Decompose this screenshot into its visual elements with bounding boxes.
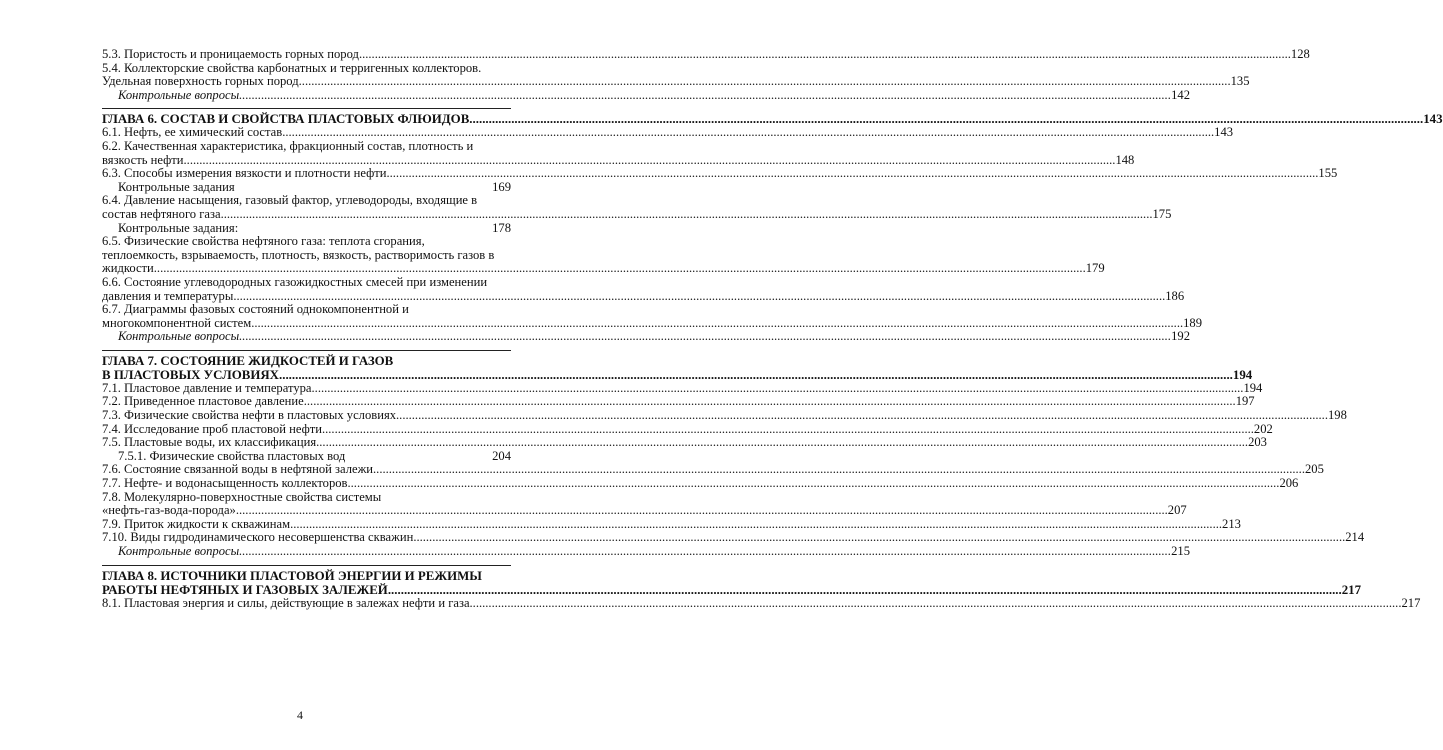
toc-entry-title: ГЛАВА 6. СОСТАВ И СВОЙСТВА ПЛАСТОВЫХ ФЛЮИДОВ [102, 112, 470, 127]
toc-chapter-heading [102, 565, 1362, 597]
dot-leader [239, 545, 1171, 559]
dot-leader [469, 112, 1423, 126]
toc-page-number: 192 [1171, 329, 1190, 344]
toc-entry-title: «нефть-газ-вода-порода» [102, 503, 236, 518]
toc-entry [102, 489, 1187, 518]
toc-entry-title: 5.3. Пористость и проницаемость горных пород [102, 47, 359, 61]
toc-entry-title: состав нефтяного газа [102, 206, 221, 221]
dot-leader [348, 477, 1280, 491]
dot-leader [282, 126, 1214, 140]
dot-leader [221, 208, 1153, 222]
toc-page-number: 204 [492, 448, 511, 463]
toc-page-number: 206 [1279, 476, 1299, 491]
dot-leader [388, 583, 1342, 597]
toc-entry [102, 166, 1338, 181]
toc-entry [102, 302, 1203, 330]
toc-entry-review-questions [102, 87, 1190, 103]
toc-page-number: 178 [492, 220, 511, 235]
toc-page-number: 142 [1171, 87, 1190, 102]
toc-entry [102, 138, 1135, 167]
toc-page-number: 179 [1085, 261, 1105, 276]
toc-entry [102, 530, 1365, 545]
dot-leader [239, 330, 1171, 344]
toc-entry-title: Контрольные вопросы [118, 329, 240, 344]
toc-page-number: 135 [1230, 74, 1250, 89]
toc-page-number: 198 [1327, 408, 1347, 423]
dot-leader [233, 290, 1165, 304]
dot-leader [279, 368, 1233, 382]
dot-leader [316, 436, 1248, 450]
toc-entry-title: 7.4. Исследование проб пластовой нефти [102, 421, 322, 436]
toc-page-number: 197 [1235, 394, 1255, 409]
toc-entry [102, 394, 1255, 409]
dot-leader [359, 48, 1291, 62]
dot-leader [373, 463, 1305, 477]
toc-chapter-heading [102, 108, 1443, 127]
dot-leader [413, 531, 1345, 545]
toc-entry-title: 6.3. Способы измерения вязкости и плотности нефти [102, 166, 387, 181]
toc-entry-title: 6.1. Нефть, ее химический состав [102, 125, 283, 140]
toc-page-number: 202 [1253, 421, 1273, 436]
dot-leader [299, 75, 1231, 89]
toc-entry-title: В ПЛАСТОВЫХ УСЛОВИЯХ [102, 367, 279, 382]
toc-page-number: 215 [1171, 544, 1190, 558]
dot-leader [396, 409, 1328, 423]
dot-leader [386, 167, 1318, 181]
toc-entry-title: 7.6. Состояние связанной воды в нефтяной залежи [102, 462, 374, 477]
toc-entry-title: Контрольные вопросы [118, 544, 240, 558]
dot-leader [251, 317, 1183, 331]
toc-entry-title: 8.1. Пластовая энергия и силы, действующие в залежах нефти и газа [102, 595, 470, 610]
toc-page-number: 148 [1115, 152, 1135, 167]
toc-entry-title-line: теплоемкость, взрываемость, плотность, вязкость, растворимость газов в [102, 247, 495, 262]
toc-page-number: 143 [1214, 125, 1234, 140]
toc-entry [102, 274, 1185, 303]
toc-page-number: 213 [1222, 516, 1241, 531]
toc-chapter-heading [102, 350, 1253, 382]
toc-entry-title: Контрольные задания [118, 179, 235, 194]
dot-leader [154, 262, 1086, 276]
toc-entry-title-line: 6.5. Физические свойства нефтяного газа: теплота сгорания, [102, 234, 425, 249]
toc-entry [102, 125, 1234, 140]
toc-entry-subitem [102, 181, 511, 195]
toc-entry-title: давления и температуры [102, 288, 234, 303]
toc-entry-title-line: 6.6. Состояние углеводородных газожидкостных смесей при изменении [102, 274, 488, 289]
toc-entry-title: Контрольные задания: [118, 220, 239, 235]
toc-entry-title: 7.10. Виды гидродинамического несовершенства скважин [102, 530, 414, 545]
table-of-contents [102, 47, 1443, 610]
toc-page-number: 214 [1345, 530, 1365, 545]
toc-entry [102, 234, 1105, 276]
toc-page-number: 205 [1304, 462, 1324, 477]
toc-entry [102, 421, 1273, 437]
page-number: 4 [297, 708, 303, 722]
toc-entry-title-line: 6.7. Диаграммы фазовых состояний однокомпонентной и [102, 302, 409, 317]
toc-entry-title: жидкости [102, 261, 154, 276]
dot-leader [236, 504, 1168, 518]
toc-page-number: 169 [492, 179, 511, 194]
toc-entry-title: 7.5. Пластовые воды, их классификация [102, 435, 317, 450]
toc-entry-review-questions [102, 544, 1190, 559]
dot-leader [290, 518, 1222, 532]
toc-entry-title: 7.2. Приведенное пластовое давление [102, 394, 304, 409]
toc-entry-title-line: ГЛАВА 8. ИСТОЧНИКИ ПЛАСТОВОЙ ЭНЕРГИИ И РЕЖИМЫ [102, 568, 482, 583]
toc-entry [102, 380, 1263, 396]
toc-entry [102, 595, 1421, 611]
toc-entry-title: Контрольные вопросы [118, 87, 240, 102]
toc-entry [102, 462, 1324, 477]
dot-leader [184, 154, 1116, 168]
toc-entry-title: вязкость нефти [102, 152, 184, 167]
toc-page-number: 189 [1183, 315, 1203, 330]
toc-entry-title-line: 6.2. Качественная характеристика, фракционный состав, плотность и [102, 138, 474, 153]
toc-entry-title: 7.3. Физические свойства нефти в пластовых условиях [102, 408, 397, 423]
toc-entry-subitem [102, 222, 511, 236]
toc-page-number: 217 [1341, 582, 1362, 597]
toc-entry-title-line: 6.4. Давление насыщения, газовый фактор, углеводороды, входящие в [102, 193, 478, 208]
toc-entry-title: Удельная поверхность горных пород [102, 74, 299, 89]
toc-page-number: 194 [1232, 367, 1253, 382]
toc-page-number: 143 [1423, 112, 1443, 127]
toc-entry [102, 408, 1347, 423]
toc-entry-title: 7.1. Пластовое давление и температура [102, 380, 312, 395]
toc-entry-title-line: ГЛАВА 7. СОСТОЯНИЕ ЖИДКОСТЕЙ И ГАЗОВ [102, 353, 394, 368]
toc-page-number: 194 [1243, 380, 1263, 395]
toc-page-number: 175 [1152, 206, 1172, 221]
toc-page-number: 186 [1165, 288, 1185, 303]
toc-entry [102, 516, 1241, 532]
toc-entry-title: РАБОТЫ НЕФТЯНЫХ И ГАЗОВЫХ ЗАЛЕЖЕЙ [102, 582, 388, 597]
toc-page-number: 207 [1167, 503, 1187, 518]
toc-entry [102, 60, 1250, 89]
toc-page-number: 128 [1290, 47, 1310, 61]
dot-leader [239, 89, 1171, 103]
toc-entry-subitem [102, 450, 511, 464]
toc-entry [102, 47, 1310, 62]
dot-leader [470, 597, 1402, 611]
toc-entry [102, 435, 1267, 450]
toc-entry-title-line: 5.4. Коллекторские свойства карбонатных и терригенных коллекторов. [102, 60, 482, 75]
toc-entry-review-questions [102, 329, 1190, 344]
toc-entry [102, 476, 1299, 491]
dot-leader [312, 382, 1244, 396]
dot-leader [322, 423, 1254, 437]
toc-page-number: 217 [1401, 595, 1421, 610]
toc-entry-title: многокомпонентной систем [102, 315, 252, 330]
toc-entry [102, 193, 1172, 221]
toc-page-number: 155 [1318, 166, 1338, 181]
dot-leader [304, 395, 1236, 409]
toc-page-number: 203 [1248, 435, 1267, 450]
toc-entry-title: 7.7. Нефте- и водонасыщенность коллекторов [102, 476, 348, 491]
toc-entry-title-line: 7.8. Молекулярно-поверхностные свойства системы [102, 489, 382, 504]
toc-entry-title: 7.9. Приток жидкости к скважинам [102, 516, 291, 531]
toc-entry-title: 7.5.1. Физические свойства пластовых вод [118, 448, 346, 463]
